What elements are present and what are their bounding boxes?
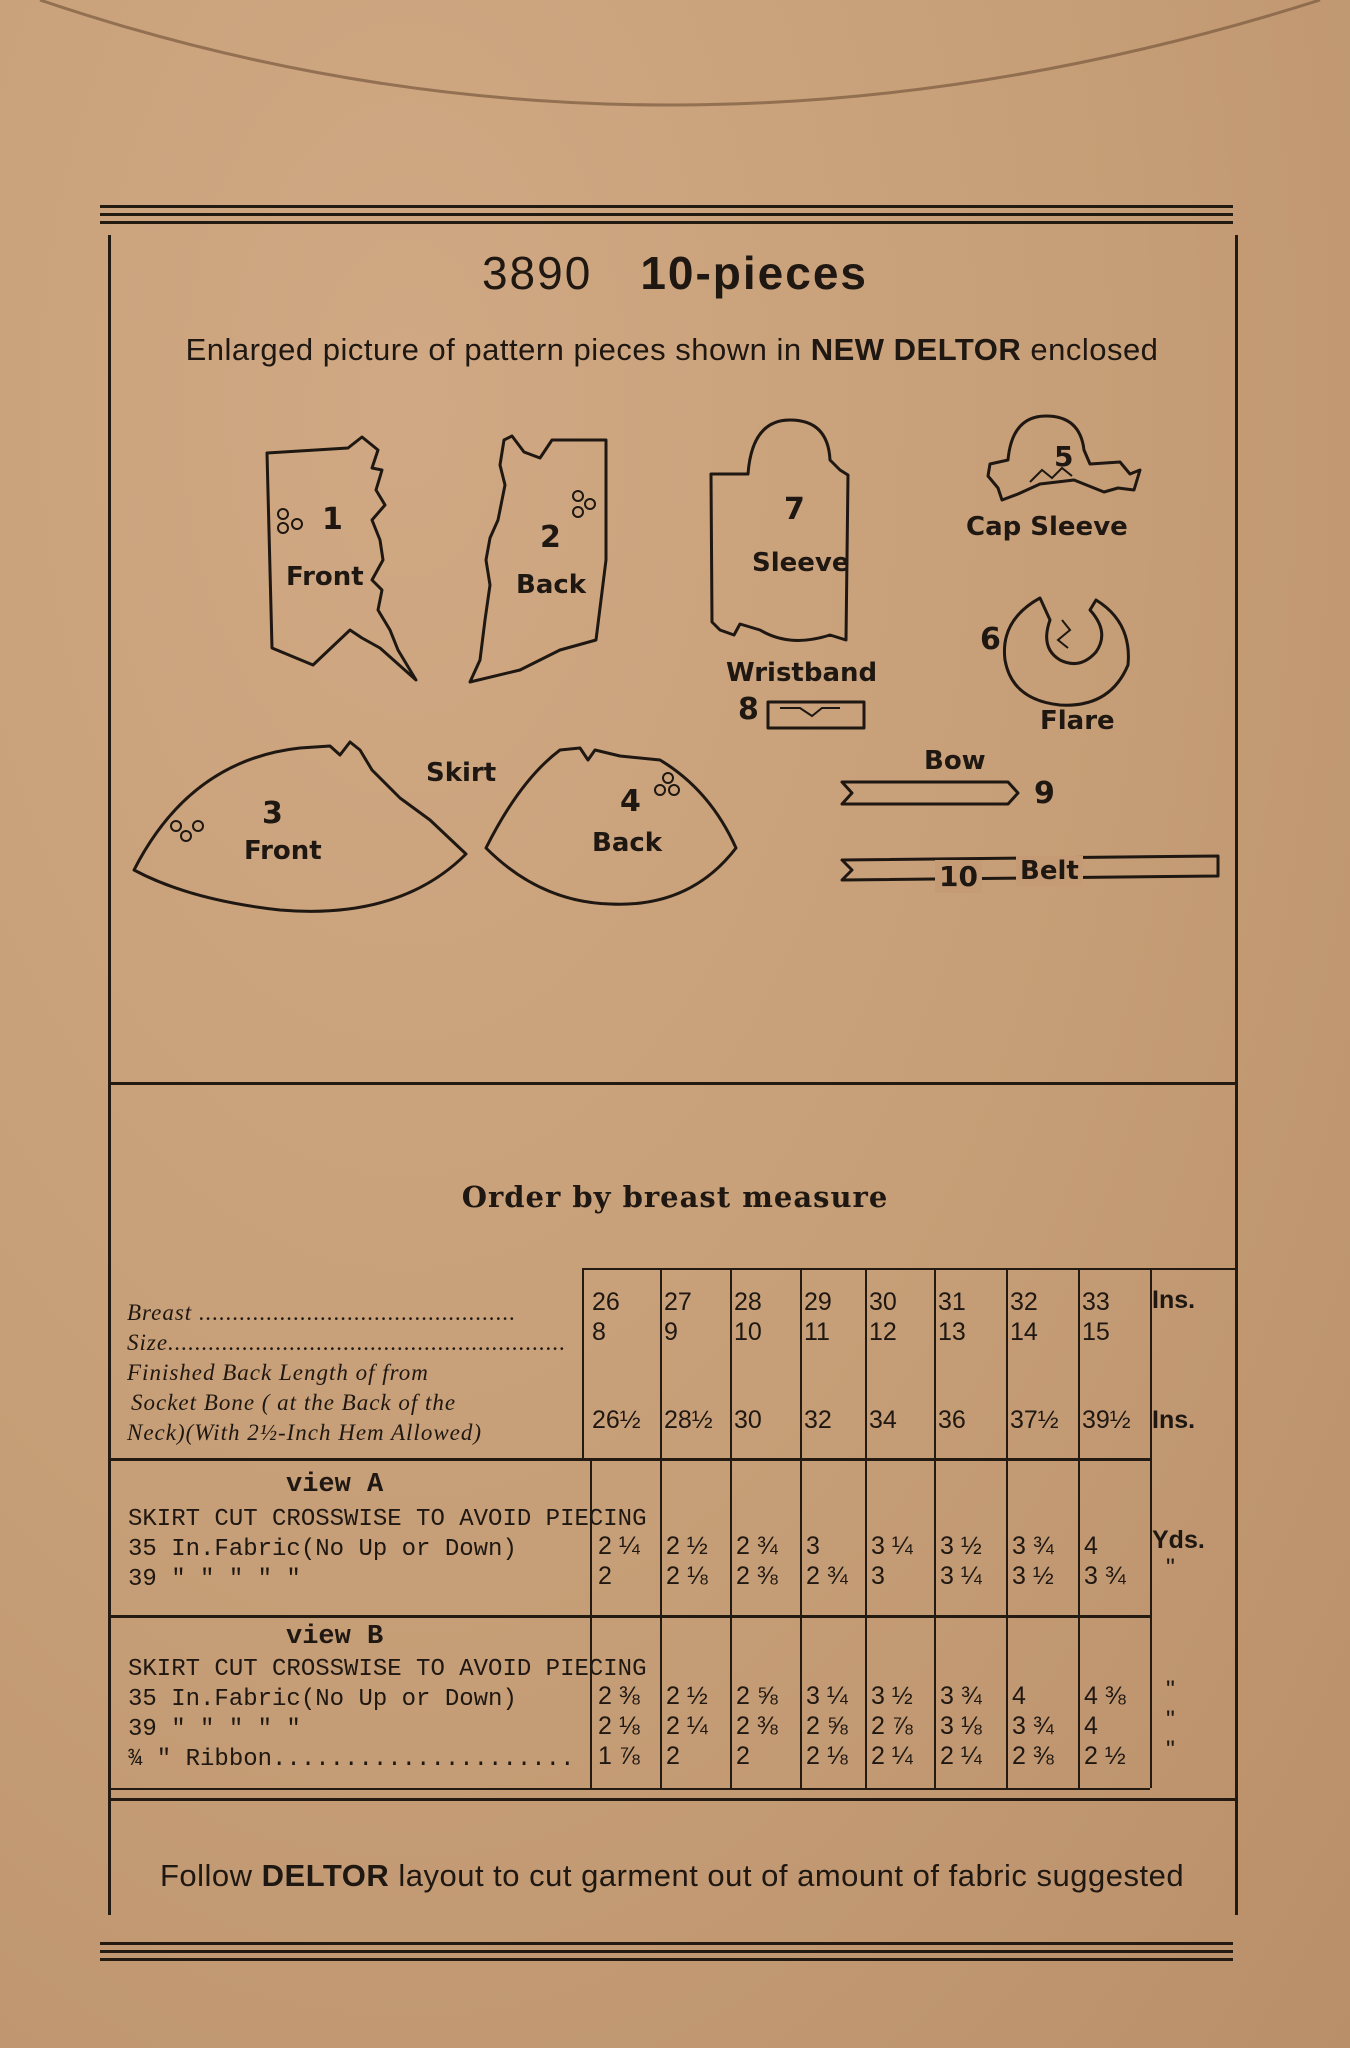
view-a-39in-value: 3 ¾ <box>1084 1562 1126 1590</box>
view-a-35in-value: 2 ¾ <box>736 1532 778 1560</box>
col-line <box>865 1268 867 1788</box>
piece-1-number: 1 <box>322 502 343 537</box>
piece-2-number: 2 <box>540 520 561 555</box>
length-value: 39½ <box>1082 1406 1131 1434</box>
view-b-39in-value: 2 ⅛ <box>598 1712 640 1740</box>
length-label-line-1: Finished Back Length of from <box>127 1360 429 1385</box>
view-b-ribbon-value: 2 ½ <box>1084 1742 1126 1770</box>
view-b-ribbon-value: 2 ¼ <box>940 1742 982 1770</box>
piece-6-name: Flare <box>1040 706 1115 736</box>
col-line <box>660 1268 662 1788</box>
order-heading: Order by breast measure <box>461 1180 889 1214</box>
col-line <box>582 1268 584 1458</box>
breast-value: 27 <box>664 1288 692 1316</box>
view-b-unit2: " <box>1166 1706 1175 1734</box>
view-a-35in-value: 3 ¾ <box>1012 1532 1054 1560</box>
view-a-39in-value: 2 ¾ <box>806 1562 848 1590</box>
length-label-line-3: Neck)(With 2½-Inch Hem Allowed) <box>127 1420 483 1445</box>
enlarged-suffix: enclosed <box>1021 332 1159 367</box>
size-value: 9 <box>664 1318 678 1346</box>
unit-ins-length: Ins. <box>1152 1406 1196 1434</box>
col-line <box>800 1268 802 1788</box>
pattern-number: 3890 <box>481 247 593 299</box>
view-a-35in-value: 2 ¼ <box>598 1532 640 1560</box>
footer-note <box>118 1858 1226 1894</box>
piece-6-number: 6 <box>980 622 1001 657</box>
view-a-39in-value: 2 <box>598 1562 612 1590</box>
piece-5-number: 5 <box>1054 440 1074 473</box>
length-label-line-2: Socket Bone ( at the Back of the <box>131 1390 457 1415</box>
footer-suffix: layout to cut garment out of amount of fabric suggested <box>389 1858 1185 1893</box>
skirt-label: Skirt <box>426 758 497 788</box>
view-a-39in-value: 3 ½ <box>1012 1562 1054 1590</box>
view-b-35in-value: 4 ⅜ <box>1084 1682 1126 1710</box>
table-line-view-b <box>108 1615 1150 1618</box>
view-b-39in-value: 2 ¼ <box>666 1712 708 1740</box>
piece-9-name: Bow <box>924 746 986 776</box>
piece-2-name: Back <box>516 570 587 600</box>
section-divider <box>108 1082 1235 1085</box>
view-b-39in-value: 3 ⅛ <box>940 1712 982 1740</box>
view-b-ribbon-value: 2 ⅜ <box>1012 1742 1054 1770</box>
view-a-subtitle: SKIRT CUT CROSSWISE TO AVOID PIECING <box>128 1506 647 1533</box>
size-value: 12 <box>869 1318 897 1346</box>
breast-value: 30 <box>869 1288 897 1316</box>
piece-1-front-outline <box>267 437 416 680</box>
piece-10-name: Belt <box>1016 856 1083 886</box>
view-b-unit1: " <box>1166 1676 1175 1704</box>
piece-9-bow-outline <box>842 782 1018 804</box>
view-b-row3-label: ¾ " Ribbon..................... <box>128 1746 575 1773</box>
view-b-row1-label: 35 In.Fabric(No Up or Down) <box>128 1686 517 1713</box>
view-a-35in-value: 2 ½ <box>666 1532 708 1560</box>
view-b-35in-value: 3 ½ <box>871 1682 913 1710</box>
piece-7-number: 7 <box>784 492 805 527</box>
view-b-35in-value: 3 ¼ <box>806 1682 848 1710</box>
col-line <box>1078 1268 1080 1788</box>
piece-10-number: 10 <box>935 860 982 893</box>
size-label: Size........................................................... <box>127 1330 567 1355</box>
view-b-35in-value: 2 ⅝ <box>736 1682 778 1710</box>
breast-value: 32 <box>1010 1288 1038 1316</box>
piece-6-flare-outline <box>1004 598 1128 705</box>
col-line <box>1006 1268 1008 1788</box>
col-line <box>934 1268 936 1788</box>
size-value: 15 <box>1082 1318 1110 1346</box>
breast-label: Breast ............................................... <box>127 1300 517 1325</box>
view-a-title: view A <box>286 1470 384 1500</box>
view-b-ribbon-value: 2 ¼ <box>871 1742 913 1770</box>
view-b-title: view B <box>286 1622 384 1652</box>
piece-8-name: Wristband <box>726 658 878 688</box>
view-a-39in-value: 2 ⅜ <box>736 1562 778 1590</box>
view-a-39in-value: 3 <box>871 1562 885 1590</box>
table-bottom-line <box>108 1788 1150 1790</box>
view-a-unit1: Yds. <box>1152 1526 1205 1554</box>
view-b-ribbon-value: 1 ⅞ <box>598 1742 640 1770</box>
view-a-35in-value: 3 <box>806 1532 820 1560</box>
piece-3-skirt-front-outline <box>134 742 466 911</box>
piece-4-skirt-back-outline <box>486 748 736 904</box>
size-value: 10 <box>734 1318 762 1346</box>
length-value: 34 <box>869 1406 897 1434</box>
view-b-unit3: " <box>1166 1736 1175 1764</box>
length-value: 32 <box>804 1406 832 1434</box>
view-a-35in-value: 3 ¼ <box>871 1532 913 1560</box>
view-a-35in-value: 4 <box>1084 1532 1098 1560</box>
view-b-row2-label: 39 " " " " " <box>128 1716 301 1743</box>
view-b-ribbon-value: 2 <box>736 1742 750 1770</box>
view-a-unit2: " <box>1166 1554 1175 1582</box>
view-b-39in-value: 2 ⅝ <box>806 1712 848 1740</box>
view-b-ribbon-value: 2 ⅛ <box>806 1742 848 1770</box>
length-value: 30 <box>734 1406 762 1434</box>
view-b-35in-value: 4 <box>1012 1682 1026 1710</box>
size-value: 8 <box>592 1318 606 1346</box>
piece-4-name: Back <box>592 828 663 858</box>
length-value: 26½ <box>592 1406 641 1434</box>
view-b-39in-value: 2 ⅜ <box>736 1712 778 1740</box>
breast-value: 33 <box>1082 1288 1110 1316</box>
view-b-35in-value: 2 ½ <box>666 1682 708 1710</box>
piece-3-name: Front <box>244 836 322 866</box>
col-line <box>730 1268 732 1788</box>
piece-7-sleeve-outline <box>711 420 848 640</box>
piece-5-name: Cap Sleeve <box>966 512 1128 542</box>
view-a-39in-value: 2 ⅛ <box>666 1562 708 1590</box>
enlarged-brand: NEW DELTOR <box>810 332 1022 367</box>
piece-8-number: 8 <box>738 692 759 727</box>
length-value: 36 <box>938 1406 966 1434</box>
piece-1-name: Front <box>286 562 364 592</box>
view-b-ribbon-value: 2 <box>666 1742 680 1770</box>
view-b-39in-value: 4 <box>1084 1712 1098 1740</box>
length-value: 37½ <box>1010 1406 1059 1434</box>
view-b-35in-value: 2 ⅜ <box>598 1682 640 1710</box>
table-line-view-a <box>108 1458 1150 1461</box>
unit-ins-breast: Ins. <box>1152 1286 1196 1314</box>
enlarged-prefix: Enlarged picture of pattern pieces shown in <box>185 332 811 367</box>
breast-value: 28 <box>734 1288 762 1316</box>
piece-4-number: 4 <box>620 784 641 819</box>
view-a-row2-label: 39 " " " " " <box>128 1566 301 1593</box>
view-a-39in-value: 3 ¼ <box>940 1562 982 1590</box>
piece-9-number: 9 <box>1034 776 1055 811</box>
length-value: 28½ <box>664 1406 713 1434</box>
size-value: 11 <box>804 1318 830 1346</box>
breast-value: 26 <box>592 1288 620 1316</box>
table-top-line <box>582 1268 1235 1270</box>
view-b-39in-value: 3 ¾ <box>1012 1712 1054 1740</box>
view-a-35in-value: 3 ½ <box>940 1532 982 1560</box>
size-value: 13 <box>938 1318 966 1346</box>
view-b-35in-value: 3 ¾ <box>940 1682 982 1710</box>
piece-3-number: 3 <box>262 796 283 831</box>
piece-8-wristband-outline <box>768 702 864 728</box>
breast-value: 31 <box>938 1288 966 1316</box>
footer-brand: DELTOR <box>261 1858 390 1893</box>
view-b-39in-value: 2 ⅞ <box>871 1712 913 1740</box>
footer-divider <box>108 1798 1235 1801</box>
piece-2-back-outline <box>470 436 606 682</box>
view-b-subtitle: SKIRT CUT CROSSWISE TO AVOID PIECING <box>128 1656 647 1683</box>
bottom-rule <box>100 1942 1233 1966</box>
view-a-row1-label: 35 In.Fabric(No Up or Down) <box>128 1536 517 1563</box>
footer-prefix: Follow <box>159 1858 262 1893</box>
piece-7-name: Sleeve <box>752 548 850 578</box>
size-value: 14 <box>1010 1318 1038 1346</box>
breast-value: 29 <box>804 1288 832 1316</box>
piece-count: 10-pieces <box>640 247 869 299</box>
